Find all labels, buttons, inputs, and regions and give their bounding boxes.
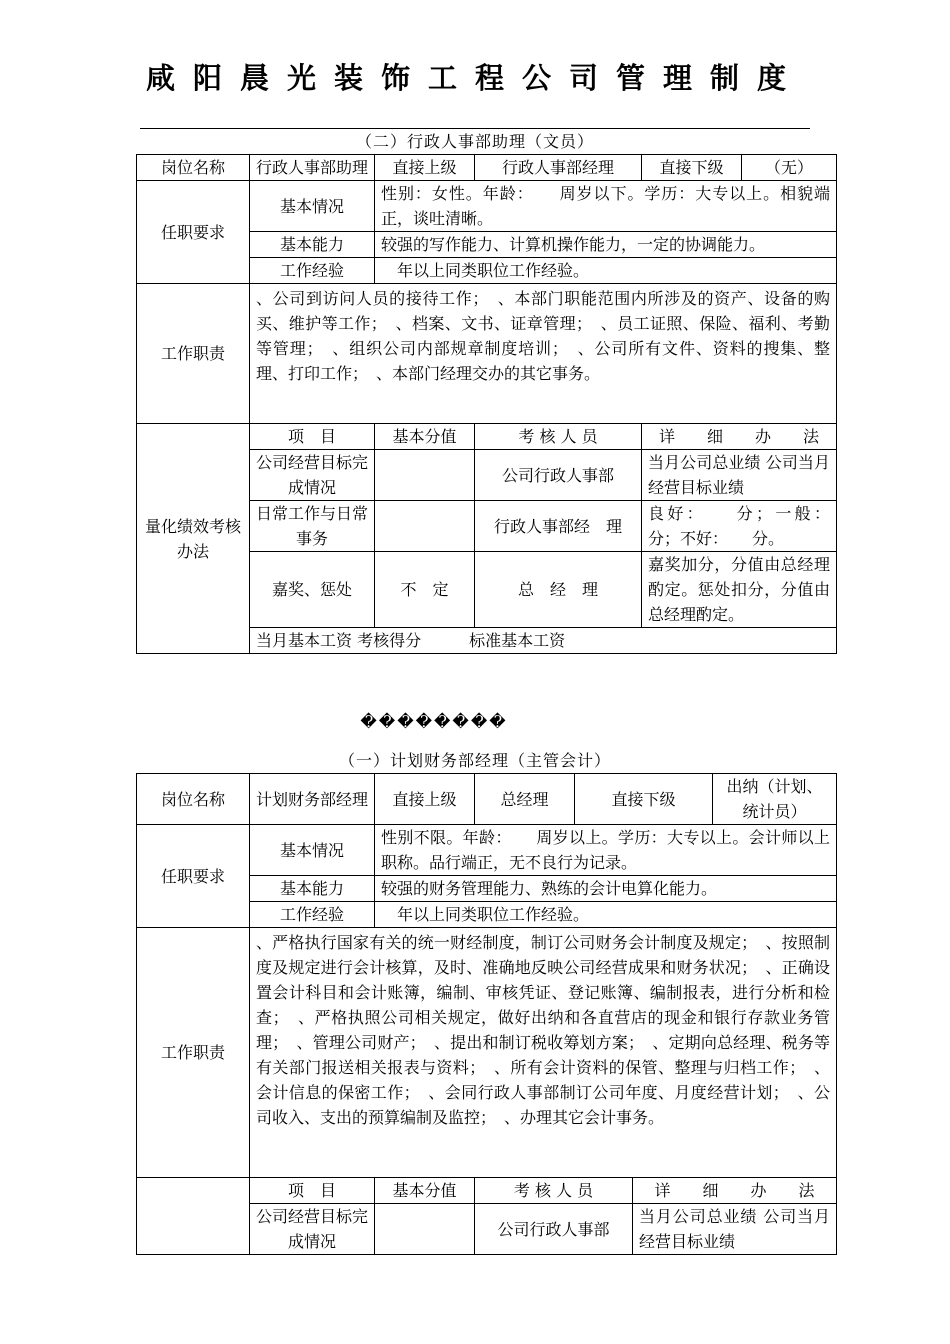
superior-label: 直接上级 [375,155,475,181]
kpi-item: 嘉奖、惩处 [250,552,375,628]
kpi-detail: 良好： 分；一般：分；不好： 分。 [642,501,837,552]
kpi-score [375,1204,475,1255]
ability-value: 较强的写作能力、计算机操作能力，一定的协调能力。 [375,232,837,258]
duty-value: 、严格执行国家有关的统一财经制度，制订公司财务会计制度及规定； 、按照制度及规定进行会计核算，及时、准确地反映公司经营成果和财务状况； 、正确设置会计科目和会计账簿，编制、审核凭证、登记账簿、编制报表，进行分析和检查； 、严格执照公司相关规定，做好出纳和各直营店的现金和银行存款业务管理； 、管理公司财产； 、提出和制订税收筹划方案； 、定期向总经理、税务等有关部门报送相关报表与资料； 、所有会计资料的保管、整理与归档工作； 、会计信息的保密工作； 、会同行政人事部制订公司年度、月度经营计划； 、公司收入、支出的预算编制及监控； 、办理其它会计事务。 [250,928,837,1178]
ability-label: 基本能力 [250,232,375,258]
subordinate-label: 直接下级 [642,155,742,181]
kpi-item: 公司经营目标完成情况 [250,1204,375,1255]
section-subtitle: （二）行政人事部助理（文员） [355,132,594,151]
basic-info-label: 基本情况 [250,181,375,232]
kpi-head-reviewer: 考 核 人 员 [475,1178,633,1204]
duty-label: 工作职责 [137,284,250,424]
basic-info-label: 基本情况 [250,825,375,876]
position-label: 岗位名称 [137,155,250,181]
subordinate-label: 直接下级 [575,774,713,825]
kpi-head-score: 基本分值 [375,1178,475,1204]
basic-info-value: 性别不限。年龄： 周岁以上。学历：大专以上。会计师以上职称。品行端正，无不良行为记录。 [375,825,837,876]
kpi-head-reviewer: 考 核 人 员 [475,424,642,450]
superior-label: 直接上级 [375,774,475,825]
ability-value: 较强的财务管理能力、熟练的会计电算化能力。 [375,876,837,902]
subordinate-value: （无） [742,155,837,181]
section-heading-unreadable: �������� [360,712,508,731]
kpi-detail: 当月公司总业绩 公司当月经营目标业绩 [642,450,837,501]
kpi-reviewer: 总 经 理 [475,552,642,628]
duty-label: 工作职责 [137,928,250,1178]
kpi-item: 公司经营目标完成情况 [250,450,375,501]
kpi-head-item: 项 目 [250,424,375,450]
kpi-item: 日常工作与日常事务 [250,501,375,552]
position-label: 岗位名称 [137,774,250,825]
position-value: 行政人事部助理 [250,155,375,181]
superior-value: 总经理 [475,774,575,825]
kpi-head-item: 项 目 [250,1178,375,1204]
job-table-admin-assistant [136,154,837,654]
kpi-head-score: 基本分值 [375,424,475,450]
experience-value: 年以上同类职位工作经验。 [375,902,837,928]
experience-value: 年以上同类职位工作经验。 [375,258,837,284]
kpi-reviewer: 行政人事部经 理 [475,501,642,552]
superior-value: 行政人事部经理 [475,155,642,181]
kpi-score: 不 定 [375,552,475,628]
kpi-formula: 当月基本工资 考核得分 标准基本工资 [250,628,837,654]
experience-label: 工作经验 [250,902,375,928]
kpi-reviewer: 公司行政人事部 [475,1204,633,1255]
job-table-finance-manager [136,773,837,1255]
kpi-head-detail: 详 细 办 法 [642,424,837,450]
kpi-detail: 嘉奖加分，分值由总经理酌定。惩处扣分，分值由总经理酌定。 [642,552,837,628]
ability-label: 基本能力 [250,876,375,902]
kpi-score [375,501,475,552]
kpi-score [375,450,475,501]
page-title: 咸阳晨光装饰工程公司管理制度 [145,61,804,95]
kpi-reviewer: 公司行政人事部 [475,450,642,501]
subordinate-value: 出纳（计划、统计员） [713,774,837,825]
requirements-label: 任职要求 [137,825,250,928]
kpi-label: 量化绩效考核办法 [137,424,250,654]
basic-info-value: 性别：女性。年龄： 周岁以下。学历：大专以上。相貌端正，谈吐清晰。 [375,181,837,232]
duty-value: 、公司到访问人员的接待工作； 、本部门职能范围内所涉及的资产、设备的购买、维护等工作； 、档案、文书、证章管理； 、员工证照、保险、福利、考勤等管理； 、组织公司内部规章制度培训； 、公司所有文件、资料的搜集、整理、打印工作； 、本部门经理交办的其它事务。 [250,284,837,424]
kpi-detail: 当月公司总业绩 公司当月经营目标业绩 [633,1204,837,1255]
requirements-label: 任职要求 [137,181,250,284]
kpi-head-detail: 详 细 办 法 [633,1178,837,1204]
kpi-label-empty [137,1178,250,1255]
section-subtitle: （一）计划财务部经理（主管会计） [338,751,611,770]
experience-label: 工作经验 [250,258,375,284]
position-value: 计划财务部经理 [250,774,375,825]
